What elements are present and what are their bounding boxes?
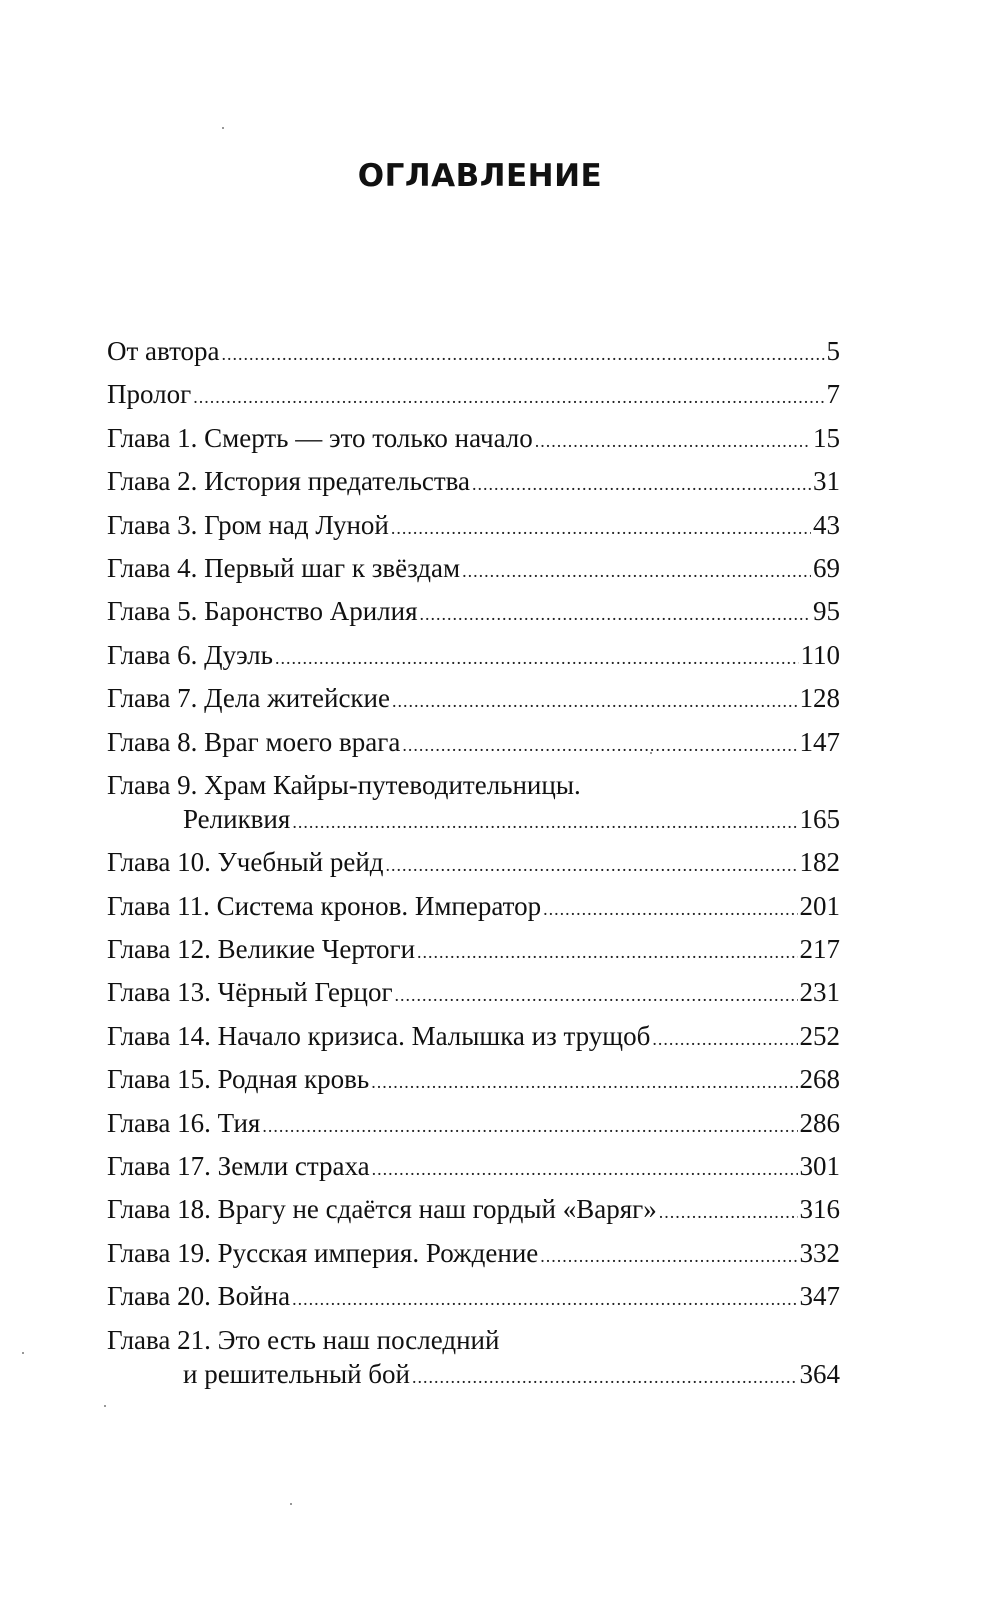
toc-entry-page: 364 xyxy=(799,1358,840,1389)
dot-leader xyxy=(472,469,811,499)
dot-leader xyxy=(659,1197,798,1227)
toc-entry-page: 147 xyxy=(799,726,840,757)
toc-entry[interactable] xyxy=(107,466,840,509)
toc-entry[interactable] xyxy=(107,379,840,422)
dot-leader xyxy=(275,643,799,673)
toc-entry-page: 5 xyxy=(826,336,840,366)
toc-entry-page: 165 xyxy=(799,803,840,834)
toc-entry-page: 231 xyxy=(799,977,840,1008)
toc-entry-title: От автора xyxy=(107,336,220,366)
toc-entry-title: Глава 16. Тия xyxy=(107,1107,261,1138)
toc-entry-page: 301 xyxy=(799,1151,840,1182)
toc-entry-title-cont: Реликвия xyxy=(183,803,291,834)
dot-leader xyxy=(222,339,825,369)
dot-leader xyxy=(462,556,811,586)
toc-entry[interactable] xyxy=(107,510,840,553)
toc-entry[interactable] xyxy=(107,596,840,639)
toc-entry-title: Глава 2. История предательства xyxy=(107,466,471,497)
toc-entry-title: Глава 11. Система кронов. Император xyxy=(107,890,542,921)
toc-entry-title: Глава 3. Гром над Луной xyxy=(107,509,389,540)
toc-entry[interactable] xyxy=(107,847,840,890)
toc-entry-page: 7 xyxy=(826,379,840,410)
dot-leader xyxy=(543,894,797,924)
toc-entry-title-cont: и решительный бой xyxy=(183,1358,410,1389)
dot-leader xyxy=(417,937,797,967)
toc-entry-page: 286 xyxy=(799,1107,840,1138)
dot-leader xyxy=(386,850,798,880)
dot-leader xyxy=(292,1284,797,1314)
dot-leader xyxy=(292,807,797,837)
print-speck xyxy=(104,1405,106,1407)
toc-entry-page: 95 xyxy=(813,596,840,627)
toc-entry-page: 31 xyxy=(813,466,840,497)
toc-entry[interactable] xyxy=(107,640,840,683)
dot-leader xyxy=(262,1111,797,1141)
table-of-contents xyxy=(107,336,840,1402)
toc-entry-title: Пролог xyxy=(107,379,192,410)
toc-entry-title: Глава 12. Великие Чертоги xyxy=(107,934,416,965)
toc-entry-title: Глава 5. Баронство Арилия xyxy=(107,596,418,627)
toc-entry-title: Глава 9. Храм Кайры-путеводительницы. xyxy=(107,769,581,800)
dot-leader xyxy=(395,980,798,1010)
toc-entry[interactable] xyxy=(107,1021,840,1064)
toc-entry[interactable] xyxy=(107,1064,840,1107)
toc-entry[interactable] xyxy=(107,336,840,379)
dot-leader xyxy=(652,1024,797,1054)
toc-entry[interactable] xyxy=(107,727,840,770)
toc-entry[interactable] xyxy=(107,977,840,1020)
print-speck xyxy=(22,1352,24,1354)
toc-entry-title: Глава 17. Земли страха xyxy=(107,1151,370,1182)
toc-entry[interactable] xyxy=(107,1281,840,1324)
toc-entry-title: Глава 10. Учебный рейд xyxy=(107,847,384,878)
toc-entry-title: Глава 6. Дуэль xyxy=(107,639,273,670)
toc-entry[interactable] xyxy=(107,1108,840,1151)
toc-entry-page: 252 xyxy=(799,1020,840,1051)
toc-entry-page: 182 xyxy=(799,847,840,878)
dot-leader xyxy=(193,382,824,412)
dot-leader xyxy=(412,1362,798,1392)
toc-entry[interactable] xyxy=(107,1151,840,1194)
toc-entry-title: Глава 1. Смерть — это только начало xyxy=(107,422,533,453)
toc-entry-title: Глава 18. Врагу не сдаётся наш гордый «Варяг» xyxy=(107,1194,657,1225)
toc-entry-page: 347 xyxy=(799,1281,840,1312)
toc-entry[interactable] xyxy=(107,1238,840,1281)
dot-leader xyxy=(540,1241,797,1271)
toc-entry-title: Глава 7. Дела житейские xyxy=(107,683,390,714)
toc-entry-title: Глава 8. Враг моего врага xyxy=(107,726,401,757)
toc-entry-page: 332 xyxy=(799,1237,840,1268)
toc-entry-title: Глава 4. Первый шаг к звёздам xyxy=(107,552,461,583)
toc-entry-title: Глава 19. Русская империя. Рождение xyxy=(107,1237,539,1268)
dot-leader xyxy=(420,599,812,629)
toc-entry[interactable] xyxy=(107,934,840,977)
toc-entry-page: 15 xyxy=(813,422,840,453)
print-speck xyxy=(222,127,224,129)
toc-entry-title: Глава 14. Начало кризиса. Малышка из трущоб xyxy=(107,1020,651,1051)
toc-entry[interactable] xyxy=(107,683,840,726)
page-title: ОГЛАВЛЕНИЕ xyxy=(357,158,603,194)
toc-entry[interactable] xyxy=(107,1325,840,1402)
dot-leader xyxy=(535,426,811,456)
toc-entry-title: Глава 20. Война xyxy=(107,1281,291,1312)
dot-leader xyxy=(392,686,798,716)
toc-entry-title: Глава 13. Чёрный Герцог xyxy=(107,977,393,1008)
toc-entry-page: 110 xyxy=(800,639,840,670)
toc-entry[interactable] xyxy=(107,423,840,466)
toc-entry[interactable] xyxy=(107,770,840,847)
toc-entry[interactable] xyxy=(107,553,840,596)
toc-entry-page: 69 xyxy=(813,552,840,583)
toc-entry[interactable] xyxy=(107,1194,840,1237)
toc-entry-title: Глава 15. Родная кровь xyxy=(107,1064,370,1095)
toc-entry-title: Глава 21. Это есть наш последний xyxy=(107,1324,500,1355)
toc-entry-page: 128 xyxy=(799,683,840,714)
toc-entry-page: 268 xyxy=(799,1064,840,1095)
dot-leader xyxy=(402,730,797,760)
toc-entry-page: 316 xyxy=(799,1194,840,1225)
toc-entry[interactable] xyxy=(107,891,840,934)
toc-entry-page: 217 xyxy=(799,934,840,965)
dot-leader xyxy=(372,1154,798,1184)
dot-leader xyxy=(371,1067,797,1097)
toc-entry-page: 201 xyxy=(799,890,840,921)
toc-entry-page: 43 xyxy=(813,509,840,540)
print-speck xyxy=(290,1503,292,1505)
dot-leader xyxy=(391,513,811,543)
